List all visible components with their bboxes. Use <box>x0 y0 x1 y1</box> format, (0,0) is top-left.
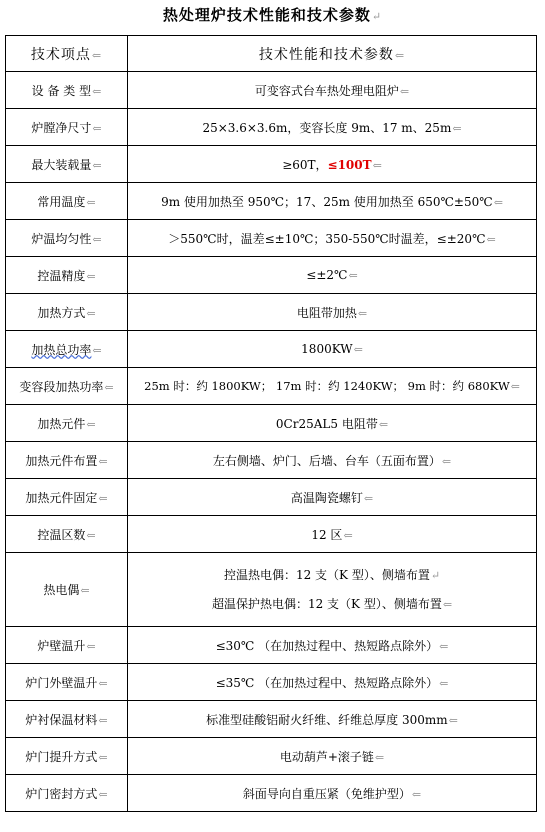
paragraph-mark-icon: ↵ <box>430 568 441 582</box>
row-item-cell: 炉壁温升⇐ <box>6 627 128 664</box>
table-row <box>6 72 537 109</box>
cell-end-mark-icon: ⇐ <box>441 454 452 468</box>
table-row <box>6 294 537 331</box>
row-value-cell: 25m 时：约 1800KW； 17m 时：约 1240KW； 9m 时：约 680KW⇐ <box>128 368 537 405</box>
row-item-cell: 加热元件固定⇐ <box>6 479 128 516</box>
row-item-cell: 炉门外壁温升⇐ <box>6 664 128 701</box>
cell-end-mark-icon: ⇐ <box>86 306 96 320</box>
row-value-cell: 9m 使用加热至 950℃；17、25m 使用加热至 650℃±50℃⇐ <box>128 183 537 220</box>
row-item-cell: 控温精度⇐ <box>6 257 128 294</box>
cell-end-mark-icon: ⇐ <box>86 417 96 431</box>
row-item-cell: 炉门密封方式⇐ <box>6 775 128 812</box>
row-value-cell: 标准型硅酸铝耐火纤维、纤维总厚度 300mm⇐ <box>128 701 537 738</box>
highlight-value: ≤100T <box>327 157 372 172</box>
row-value-cell <box>128 553 537 627</box>
row-value-cell: 斜面导向自重压紧（免维护型）⇐ <box>128 775 537 812</box>
cell-end-mark-icon: ⇐ <box>92 84 102 98</box>
cell-end-mark-icon: ⇐ <box>372 158 382 172</box>
row-value-cell: 25×3.6×3.6m，变容长度 9m、17 m、25m⇐ <box>128 109 537 146</box>
cell-end-mark-icon: ⇐ <box>98 713 108 727</box>
cell-end-mark-icon: ⇐ <box>80 584 90 597</box>
cell-end-mark-icon: ⇐ <box>363 491 374 505</box>
row-item-cell: 热电偶⇐ <box>6 553 128 627</box>
row-item-cell: 变容段加热功率⇐ <box>6 368 128 405</box>
row-item-cell: 炉衬保温材料⇐ <box>6 701 128 738</box>
document-title: 热处理炉技术性能和技术参数↵ <box>162 6 383 24</box>
row-value-cell: 电阻带加热⇐ <box>128 294 537 331</box>
cell-end-mark-icon: ⇐ <box>98 491 108 505</box>
table-row <box>6 183 537 220</box>
cell-end-mark-icon: ⇐ <box>439 639 449 653</box>
row-value-cell: ≥60T，≤100T⇐ <box>128 146 537 183</box>
row-value-cell: 电动葫芦+滚子链⇐ <box>128 738 537 775</box>
cell-end-mark-icon: ⇐ <box>98 787 108 801</box>
table-row <box>6 664 537 701</box>
cell-end-mark-icon: ⇐ <box>378 417 389 431</box>
table-row <box>6 109 537 146</box>
row-value-cell: 高温陶瓷螺钉⇐ <box>128 479 537 516</box>
cell-end-mark-icon: ⇐ <box>439 676 449 690</box>
cell-end-mark-icon: ⇐ <box>486 232 496 246</box>
cell-end-mark-icon: ⇐ <box>353 343 363 356</box>
cell-end-mark-icon: ⇐ <box>86 269 96 283</box>
cell-end-mark-icon: ⇐ <box>92 343 102 357</box>
row-value-cell: ≤±2℃⇐ <box>128 257 537 294</box>
row-value-cell: ≤35℃ （在加热过程中、热短路点除外）⇐ <box>128 664 537 701</box>
table-row <box>6 627 537 664</box>
cell-end-mark-icon: ⇐ <box>357 306 368 320</box>
row-value-cell: 1800KW⇐ <box>128 331 537 368</box>
value-line: 控温热电偶：12 支（K 型）、侧墙布置↵ <box>223 567 441 582</box>
table-row <box>6 775 537 812</box>
row-item-cell: 常用温度⇐ <box>6 183 128 220</box>
paragraph-mark-icon: ↵ <box>371 10 383 23</box>
cell-end-mark-icon: ⇐ <box>92 158 102 172</box>
row-value-cell: 可变容式台车热处理电阻炉⇐ <box>128 72 537 109</box>
table-row <box>6 220 537 257</box>
table-row <box>6 146 537 183</box>
table-row <box>6 368 537 405</box>
table-row <box>6 701 537 738</box>
cell-end-mark-icon: ⇐ <box>399 84 410 98</box>
cell-end-mark-icon: ⇐ <box>86 528 96 542</box>
table-row <box>6 553 537 627</box>
row-value-cell: 左右侧墙、炉门、后墙、台车（五面布置）⇐ <box>128 442 537 479</box>
cell-end-mark-icon: ⇐ <box>374 750 385 764</box>
row-item-cell: 炉温均匀性⇐ <box>6 220 128 257</box>
header-cell-value: 技术性能和技术参数⇐ <box>128 36 537 72</box>
cell-end-mark-icon: ⇐ <box>510 380 520 393</box>
spellcheck-underlined-text: 加热总功率 <box>31 342 92 357</box>
row-item-cell: 加热方式⇐ <box>6 294 128 331</box>
cell-end-mark-icon: ⇐ <box>98 750 108 764</box>
row-item-cell: 控温区数⇐ <box>6 516 128 553</box>
table-row <box>6 442 537 479</box>
table-row <box>6 738 537 775</box>
cell-end-mark-icon: ⇐ <box>343 528 353 542</box>
cell-end-mark-icon: ⇐ <box>448 713 458 727</box>
cell-end-mark-icon: ⇐ <box>98 454 108 468</box>
row-value-cell: 0Cr25AL5 电阻带⇐ <box>128 405 537 442</box>
cell-end-mark-icon: ⇐ <box>86 195 96 209</box>
cell-end-mark-icon: ⇐ <box>91 48 103 62</box>
row-item-cell: 最大装载量⇐ <box>6 146 128 183</box>
header-cell-item: 技术项点⇐ <box>6 36 128 72</box>
table-row <box>6 479 537 516</box>
row-value-cell: ＞550℃时，温差≤±10℃；350-550℃时温差，≤±20℃⇐ <box>128 220 537 257</box>
row-item-cell: 加热元件⇐ <box>6 405 128 442</box>
cell-end-mark-icon: ⇐ <box>394 48 406 62</box>
row-item-cell <box>6 331 128 368</box>
table-row <box>6 516 537 553</box>
row-item-cell: 炉门提升方式⇐ <box>6 738 128 775</box>
cell-end-mark-icon: ⇐ <box>104 380 114 394</box>
row-item-cell: 加热元件布置⇐ <box>6 442 128 479</box>
cell-end-mark-icon: ⇐ <box>493 195 503 209</box>
table-row <box>6 405 537 442</box>
cell-end-mark-icon: ⇐ <box>98 676 108 690</box>
table-row <box>6 257 537 294</box>
value-line: 超温保护热电偶：12 支（K 型）、侧墙布置⇐ <box>211 596 453 611</box>
row-item-cell: 炉膛净尺寸⇐ <box>6 109 128 146</box>
cell-end-mark-icon: ⇐ <box>92 121 102 135</box>
cell-end-mark-icon: ⇐ <box>411 787 422 801</box>
cell-end-mark-icon: ⇐ <box>452 121 462 135</box>
cell-end-mark-icon: ⇐ <box>92 232 102 246</box>
table-header-row <box>6 36 537 72</box>
row-value-cell: ≤30℃ （在加热过程中、热短路点除外）⇐ <box>128 627 537 664</box>
row-item-cell: 设 备 类 型⇐ <box>6 72 128 109</box>
row-value-cell: 12 区⇐ <box>128 516 537 553</box>
table-row <box>6 331 537 368</box>
cell-end-mark-icon: ⇐ <box>348 269 358 282</box>
cell-end-mark-icon: ⇐ <box>442 597 453 611</box>
spec-table <box>5 35 537 812</box>
cell-end-mark-icon: ⇐ <box>86 639 96 653</box>
